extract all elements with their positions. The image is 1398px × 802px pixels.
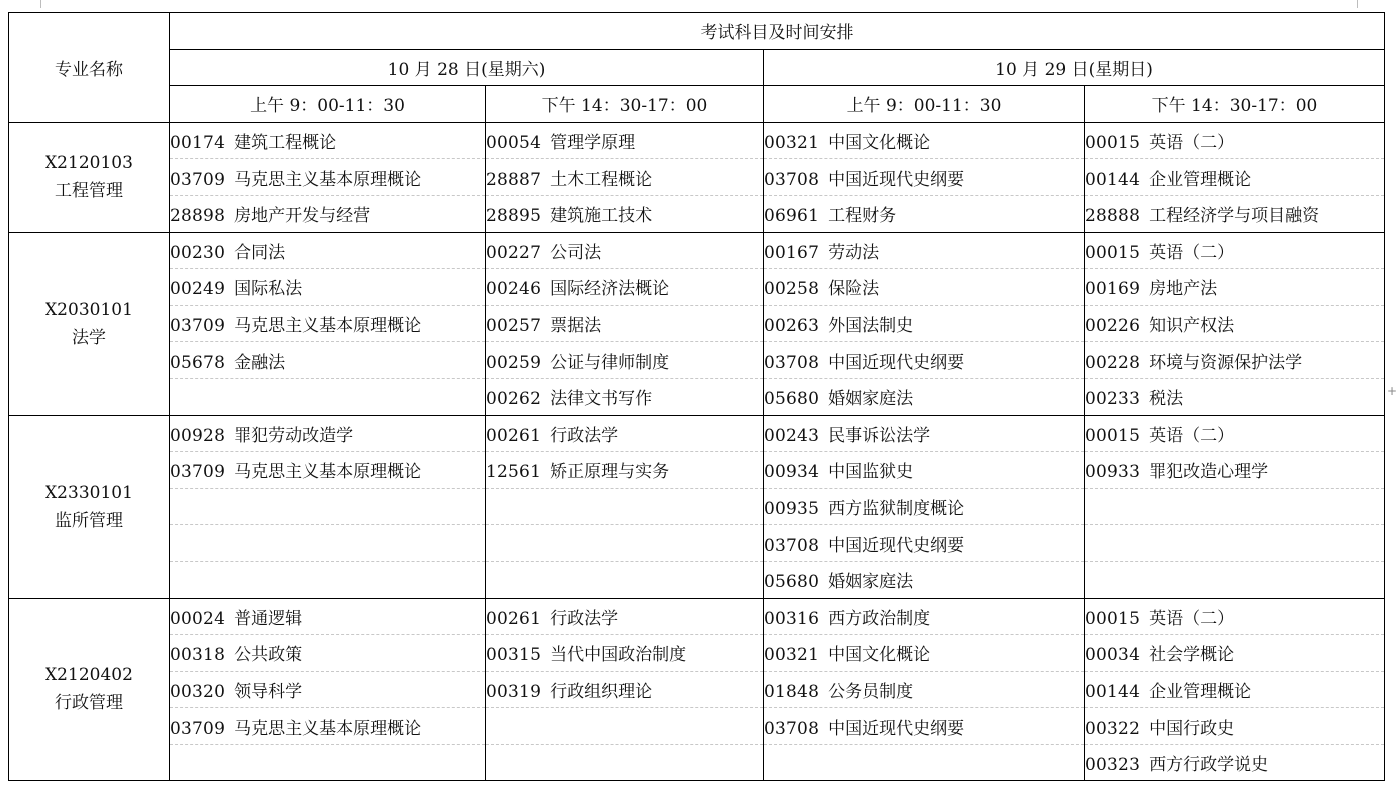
course-name: 中国文化概论: [828, 133, 931, 154]
course-name: 中国近现代史纲要: [828, 352, 965, 373]
course-cell: [170, 635, 486, 672]
course-cell: [764, 415, 1085, 452]
course-code: 00015: [1085, 608, 1141, 629]
course-name: 公共政策: [234, 645, 303, 666]
course-cell: [764, 305, 1085, 342]
course-name: 普通逻辑: [234, 608, 303, 629]
schedule-row: [9, 708, 1385, 745]
course-code: 00259: [486, 352, 542, 373]
course-code: 00323: [1085, 755, 1141, 776]
major-cell: [9, 415, 170, 598]
course-cell: [764, 744, 1085, 781]
schedule-row: [9, 452, 1385, 489]
course-cell: [486, 635, 764, 672]
course-code: 12561: [486, 462, 542, 483]
course-code: 00054: [486, 133, 542, 154]
major-name: 监所管理: [55, 510, 123, 531]
course-cell: [1085, 122, 1385, 159]
day-header: 10 月 29 日(星期日): [764, 49, 1385, 86]
course-cell: [1085, 561, 1385, 598]
course-code: 05680: [764, 389, 820, 410]
course-code: 28888: [1085, 206, 1141, 227]
course-cell: [1085, 415, 1385, 452]
course-name: 矫正原理与实务: [550, 462, 670, 483]
major-name: 法学: [72, 327, 106, 348]
course-name: 劳动法: [828, 242, 880, 263]
course-code: 01848: [764, 681, 820, 702]
course-name: 当代中国政治制度: [550, 645, 687, 666]
course-cell: [486, 561, 764, 598]
course-cell: [170, 122, 486, 159]
course-cell: [764, 452, 1085, 489]
course-cell: [764, 378, 1085, 415]
course-code: 00034: [1085, 645, 1141, 666]
course-name: 马克思主义基本原理概论: [234, 316, 422, 337]
course-cell: [170, 269, 486, 306]
major-code: X2120402: [45, 665, 133, 686]
course-name: 中国近现代史纲要: [828, 169, 965, 190]
course-name: 房地产法: [1149, 279, 1218, 300]
course-cell: [1085, 744, 1385, 781]
schedule-body: [9, 122, 1385, 781]
course-cell: [486, 232, 764, 269]
course-name: 企业管理概论: [1149, 169, 1252, 190]
session-header: 下午 14：30-17：00: [486, 86, 764, 123]
schedule-row: [9, 342, 1385, 379]
course-code: 00249: [170, 279, 226, 300]
course-cell: [486, 159, 764, 196]
course-cell: [170, 488, 486, 525]
course-cell: [764, 195, 1085, 232]
major-cell: [9, 122, 170, 232]
course-code: 00233: [1085, 389, 1141, 410]
course-name: 中国近现代史纲要: [828, 718, 965, 739]
course-code: 00227: [486, 242, 542, 263]
course-cell: [1085, 342, 1385, 379]
course-name: 税法: [1149, 389, 1184, 410]
course-name: 行政法学: [550, 425, 619, 446]
course-code: 00261: [486, 425, 542, 446]
course-cell: [486, 671, 764, 708]
course-name: 婚姻家庭法: [828, 572, 914, 593]
schedule-row: [9, 671, 1385, 708]
course-cell: [764, 561, 1085, 598]
course-name: 中国近现代史纲要: [828, 535, 965, 556]
major-name: 工程管理: [55, 181, 123, 202]
course-code: 00230: [170, 242, 226, 263]
course-name: 工程财务: [828, 206, 897, 227]
major-code: X2120103: [45, 153, 133, 174]
course-cell: [486, 488, 764, 525]
course-code: 00144: [1085, 681, 1141, 702]
schedule-title: 考试科目及时间安排: [170, 13, 1385, 50]
course-name: 马克思主义基本原理概论: [234, 718, 422, 739]
course-code: 00243: [764, 425, 820, 446]
course-code: 00169: [1085, 279, 1141, 300]
course-code: 00316: [764, 608, 820, 629]
course-name: 公证与律师制度: [550, 352, 670, 373]
course-name: 西方行政学说史: [1149, 755, 1269, 776]
course-code: 03708: [764, 718, 820, 739]
course-name: 土木工程概论: [550, 169, 653, 190]
course-name: 社会学概论: [1149, 645, 1235, 666]
course-cell: [170, 671, 486, 708]
course-name: 英语（二）: [1149, 242, 1235, 263]
course-name: 环境与资源保护法学: [1149, 352, 1303, 373]
course-code: 00024: [170, 608, 226, 629]
course-name: 英语（二）: [1149, 133, 1235, 154]
course-name: 罪犯劳动改造学: [234, 425, 354, 446]
major-code: X2030101: [45, 299, 133, 320]
course-cell: [764, 342, 1085, 379]
course-cell: [170, 744, 486, 781]
course-cell: [764, 122, 1085, 159]
course-cell: [486, 525, 764, 562]
major-name: 行政管理: [55, 693, 123, 714]
course-code: 05680: [764, 572, 820, 593]
schedule-row: [9, 635, 1385, 672]
schedule-row: [9, 232, 1385, 269]
course-name: 婚姻家庭法: [828, 389, 914, 410]
course-code: 00015: [1085, 242, 1141, 263]
course-code: 03708: [764, 352, 820, 373]
course-name: 合同法: [234, 242, 286, 263]
course-cell: [764, 525, 1085, 562]
course-code: 00174: [170, 133, 226, 154]
course-code: 03709: [170, 462, 226, 483]
course-code: 03709: [170, 169, 226, 190]
course-name: 中国文化概论: [828, 645, 931, 666]
course-cell: [170, 378, 486, 415]
course-code: 00262: [486, 389, 542, 410]
major-code: X2330101: [45, 482, 133, 503]
course-name: 英语（二）: [1149, 425, 1235, 446]
course-name: 英语（二）: [1149, 608, 1235, 629]
schedule-row: [9, 525, 1385, 562]
course-cell: [1085, 269, 1385, 306]
course-code: 28898: [170, 206, 226, 227]
course-cell: [764, 159, 1085, 196]
page-edge-mark-left: [40, 0, 41, 8]
course-name: 国际私法: [234, 279, 303, 300]
course-cell: [1085, 195, 1385, 232]
course-name: 民事诉讼法学: [828, 425, 931, 446]
session-header: 下午 14：30-17：00: [1085, 86, 1385, 123]
schedule-row: [9, 122, 1385, 159]
course-code: 00935: [764, 499, 820, 520]
course-name: 企业管理概论: [1149, 681, 1252, 702]
page-edge-mark-right: [1357, 0, 1358, 8]
course-name: 马克思主义基本原理概论: [234, 462, 422, 483]
course-code: 28895: [486, 206, 542, 227]
course-code: 00226: [1085, 316, 1141, 337]
course-cell: [764, 269, 1085, 306]
schedule-row: [9, 159, 1385, 196]
schedule-row: [9, 561, 1385, 598]
course-code: 00257: [486, 316, 542, 337]
course-cell: [486, 452, 764, 489]
course-cell: [170, 452, 486, 489]
schedule-row: [9, 378, 1385, 415]
course-name: 知识产权法: [1149, 316, 1235, 337]
course-name: 建筑工程概论: [234, 133, 337, 154]
course-code: 00167: [764, 242, 820, 263]
course-code: 05678: [170, 352, 226, 373]
course-code: 00015: [1085, 425, 1141, 446]
course-name: 国际经济法概论: [550, 279, 670, 300]
course-cell: [1085, 671, 1385, 708]
session-header: 上午 9：00-11：30: [764, 86, 1085, 123]
course-code: 00928: [170, 425, 226, 446]
course-cell: [764, 708, 1085, 745]
course-code: 00321: [764, 645, 820, 666]
course-cell: [486, 708, 764, 745]
course-cell: [764, 598, 1085, 635]
course-name: 票据法: [550, 316, 602, 337]
course-cell: [170, 305, 486, 342]
course-cell: [764, 488, 1085, 525]
schedule-row: [9, 269, 1385, 306]
course-cell: [1085, 159, 1385, 196]
course-cell: [170, 561, 486, 598]
major-name-header: 专业名称: [9, 13, 170, 123]
course-code: 00319: [486, 681, 542, 702]
schedule-row: [9, 598, 1385, 635]
schedule-row: [9, 305, 1385, 342]
course-code: 00263: [764, 316, 820, 337]
course-cell: [1085, 598, 1385, 635]
course-name: 建筑施工技术: [550, 206, 653, 227]
course-cell: [1085, 525, 1385, 562]
course-name: 公司法: [550, 242, 602, 263]
course-name: 外国法制史: [828, 316, 914, 337]
course-cell: [764, 635, 1085, 672]
course-code: 03709: [170, 718, 226, 739]
course-cell: [486, 122, 764, 159]
course-name: 行政组织理论: [550, 681, 653, 702]
course-name: 工程经济学与项目融资: [1149, 206, 1320, 227]
course-cell: [486, 598, 764, 635]
course-code: 00246: [486, 279, 542, 300]
session-header: 上午 9：00-11：30: [170, 86, 486, 123]
course-cell: [1085, 232, 1385, 269]
schedule-row: [9, 744, 1385, 781]
course-name: 法律文书写作: [550, 389, 653, 410]
major-cell: [9, 232, 170, 415]
course-code: 28887: [486, 169, 542, 190]
course-cell: [486, 195, 764, 232]
course-name: 公务员制度: [828, 681, 914, 702]
course-code: 00320: [170, 681, 226, 702]
course-cell: [170, 415, 486, 452]
course-cell: [486, 378, 764, 415]
course-cell: [764, 671, 1085, 708]
course-name: 房地产开发与经营: [234, 206, 371, 227]
course-cell: [170, 159, 486, 196]
course-code: 00318: [170, 645, 226, 666]
course-cell: [764, 232, 1085, 269]
course-cell: [1085, 708, 1385, 745]
exam-schedule-table: [8, 12, 1385, 781]
schedule-row: [9, 488, 1385, 525]
day-header: 10 月 28 日(星期六): [170, 49, 764, 86]
course-cell: [1085, 635, 1385, 672]
course-cell: [486, 342, 764, 379]
course-code: 00315: [486, 645, 542, 666]
schedule-row: [9, 195, 1385, 232]
course-code: 00261: [486, 608, 542, 629]
major-cell: [9, 598, 170, 781]
course-code: 06961: [764, 206, 820, 227]
course-cell: [170, 342, 486, 379]
course-name: 中国行政史: [1149, 718, 1235, 739]
course-code: 03708: [764, 169, 820, 190]
course-cell: [170, 598, 486, 635]
course-cell: [170, 232, 486, 269]
course-name: 领导科学: [234, 681, 303, 702]
course-cell: [1085, 488, 1385, 525]
course-cell: [486, 744, 764, 781]
course-code: 00934: [764, 462, 820, 483]
course-cell: [170, 195, 486, 232]
course-code: 03708: [764, 535, 820, 556]
course-code: 00015: [1085, 133, 1141, 154]
course-name: 西方政治制度: [828, 608, 931, 629]
course-code: 03709: [170, 316, 226, 337]
expand-plus-icon[interactable]: +: [1386, 384, 1397, 398]
schedule-row: [9, 415, 1385, 452]
course-cell: [1085, 378, 1385, 415]
course-cell: [1085, 452, 1385, 489]
course-name: 管理学原理: [550, 133, 636, 154]
course-cell: [170, 525, 486, 562]
course-name: 中国监狱史: [828, 462, 914, 483]
course-name: 金融法: [234, 352, 286, 373]
course-name: 西方监狱制度概论: [828, 499, 965, 520]
course-code: 00933: [1085, 462, 1141, 483]
course-code: 00322: [1085, 718, 1141, 739]
course-cell: [170, 708, 486, 745]
course-name: 行政法学: [550, 608, 619, 629]
course-code: 00228: [1085, 352, 1141, 373]
course-cell: [486, 415, 764, 452]
course-name: 马克思主义基本原理概论: [234, 169, 422, 190]
course-code: 00258: [764, 279, 820, 300]
course-cell: [486, 305, 764, 342]
course-code: 00321: [764, 133, 820, 154]
course-cell: [1085, 305, 1385, 342]
course-code: 00144: [1085, 169, 1141, 190]
course-name: 罪犯改造心理学: [1149, 462, 1269, 483]
course-name: 保险法: [828, 279, 880, 300]
course-cell: [486, 269, 764, 306]
